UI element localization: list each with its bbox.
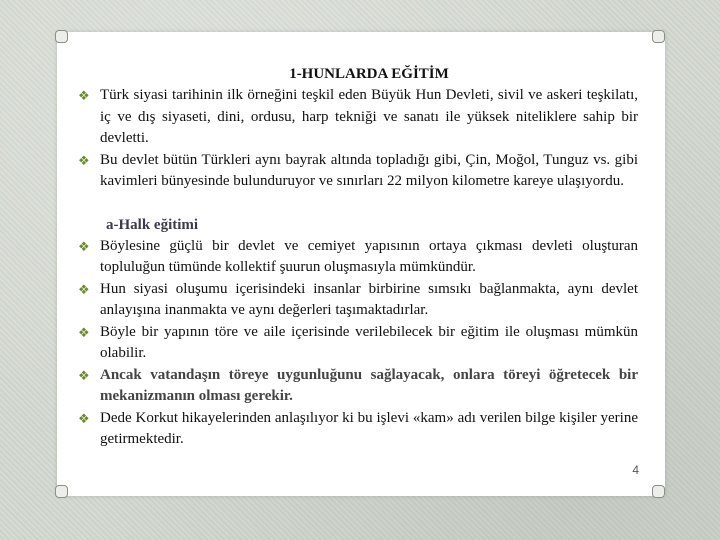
diamond-bullet-icon: ❖ xyxy=(78,88,90,103)
slide-content xyxy=(78,64,638,451)
list-item-text: Dede Korkut hikayelerinden anlaşılıyor ki bu işlevi «kam» adı verilen bilge kişiler yerine getirmektedir. xyxy=(100,409,638,447)
list-item xyxy=(78,408,638,451)
diamond-bullet-icon: ❖ xyxy=(78,152,90,168)
diamond-bullet-icon: ❖ xyxy=(78,324,90,340)
page-number: 4 xyxy=(632,463,639,477)
list-item-text: Türk siyasi tarihinin ilk örneğini teşkil eden Büyük Hun Devleti, sivil ve askeri teşkilatı, iç ve dış siyaseti, dini, ordusu, harp tekniği ve sanatı ile yüksek niteliklere sahip bir devletti. xyxy=(100,87,638,146)
section-heading: a-Halk eğitimi xyxy=(106,216,199,233)
list-item xyxy=(78,236,638,279)
list-item-text: Böyle bir yapının töre ve aile içerisinde verilebilecek bir eğitim ile oluşması mümkün olabilir. xyxy=(100,323,638,361)
section-list xyxy=(78,236,638,451)
corner-ornament-bottom-left xyxy=(55,485,68,498)
corner-ornament-top-left xyxy=(55,30,68,43)
slide-title: 1-HUNLARDA EĞİTİM xyxy=(289,66,449,82)
list-item-text: Hun siyasi oluşumu içerisindeki insanlar birbirine sımsıkı bağlanmakta, aynı devlet anlayışına inanmakta ve aynı değerleri taşımaktadırlar. xyxy=(100,280,638,318)
list-item xyxy=(78,85,638,150)
corner-ornament-bottom-right xyxy=(652,485,665,498)
diamond-bullet-icon: ❖ xyxy=(78,367,90,383)
diamond-bullet-icon: ❖ xyxy=(78,281,90,297)
intro-list xyxy=(78,85,638,193)
list-item xyxy=(78,279,638,322)
list-item-text: Bu devlet bütün Türkleri aynı bayrak altında topladığı gibi, Çin, Moğol, Tunguz vs. gibi kavimleri bünyesinde bulunduruyor ve sınırları 22 milyon kilometre kareye ulaşıyordu. xyxy=(100,151,638,189)
diamond-bullet-icon: ❖ xyxy=(78,410,90,426)
diamond-bullet-icon: ❖ xyxy=(78,238,90,254)
list-item xyxy=(78,365,638,408)
list-item-text-emphasized: Ancak vatandaşın töreye uygunluğunu sağlayacak, onlara töreyi öğretecek bir mekanizmanın olması gerekir. xyxy=(100,366,638,404)
list-item xyxy=(78,150,638,193)
list-item-text: Böylesine güçlü bir devlet ve cemiyet yapısının ortaya çıkması devleti oluşturan topluluğun tümünde kollektif şuurun oluşmasıyla mümkündür. xyxy=(100,237,638,275)
corner-ornament-top-right xyxy=(652,30,665,43)
list-item xyxy=(78,322,638,365)
